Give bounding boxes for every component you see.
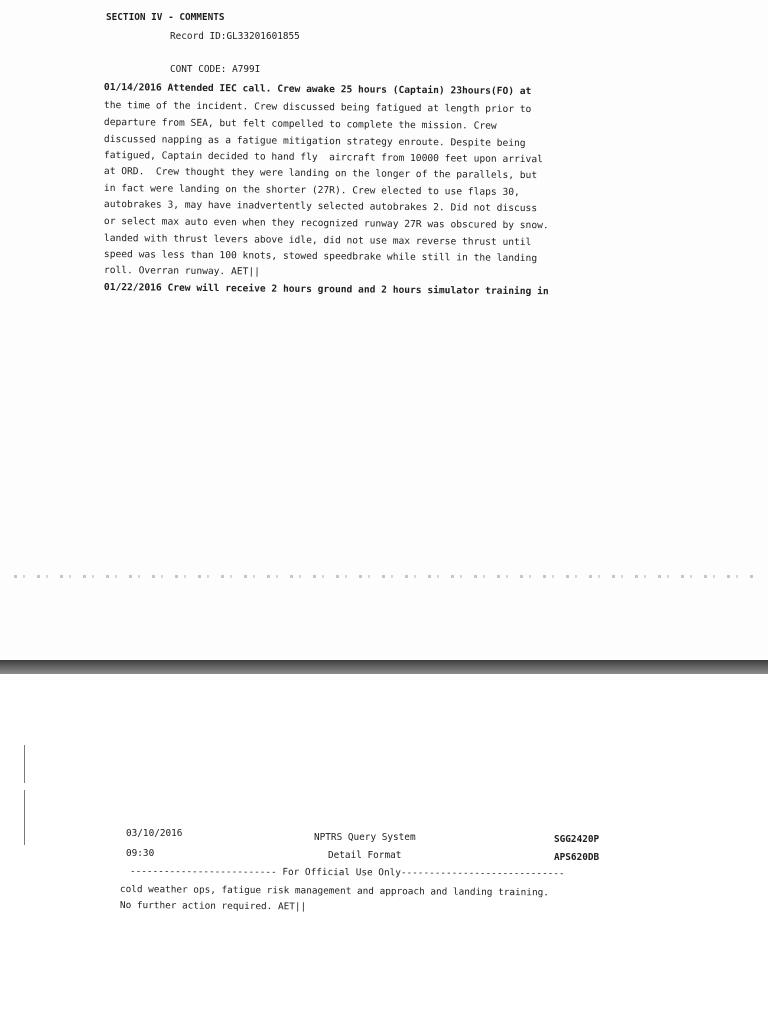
- comment-line: 01/22/2016 Crew will receive 2 hours ground and 2 hours simulator training in: [103, 282, 549, 298]
- comment-line: discussed napping as a fatigue mitigation strategy enroute. Despite being: [103, 134, 526, 150]
- binding-mark: [24, 790, 25, 845]
- continued-comment-line: No further action required. AET||: [119, 900, 307, 913]
- report-time: 09:30: [126, 848, 155, 859]
- comment-line: fatigued, Captain decided to hand fly aircraft from 10000 feet upon arrival: [103, 150, 543, 166]
- comment-line: in fact were landing on the shorter (27R). Crew elected to use flaps 30,: [103, 183, 520, 198]
- report-header: [120, 828, 620, 868]
- comment-line: or select max auto even when they recognized runway 27R was obscured by snow.: [103, 216, 549, 232]
- official-use-banner: -------------------------- For Official Use Only-----------------------------: [129, 866, 565, 880]
- comment-line: landed with thrust levers above idle, did not use max reverse thrust until: [103, 233, 532, 249]
- report-format: Detail Format: [328, 850, 402, 861]
- comment-line: roll. Overran runway. AET||: [103, 265, 260, 278]
- section-header: SECTION IV - COMMENTS: [106, 12, 225, 23]
- report-date: 03/10/2016: [126, 828, 183, 839]
- continued-comment-line: cold weather ops, fatigue risk management and approach and landing training.: [119, 884, 549, 899]
- scan-artifact-line: [14, 575, 756, 578]
- report-system-title: NPTRS Query System: [314, 832, 416, 843]
- comment-line: departure from SEA, but felt compelled to complete the mission. Crew: [103, 117, 497, 132]
- cont-code: CONT CODE: A799I: [170, 64, 261, 75]
- comment-line: speed was less than 100 knots, stowed speedbrake while still in the landing: [103, 249, 538, 265]
- binding-mark: [24, 745, 25, 783]
- comment-line: autobrakes 3, may have inadvertently selected autobrakes 2. Did not discuss: [103, 199, 538, 215]
- report-code-top: SGG2420P: [554, 834, 600, 845]
- record-id: Record ID:GL33201601855: [170, 31, 300, 42]
- page-gap-divider: [0, 660, 768, 674]
- comment-line: the time of the incident. Crew discussed being fatigued at length prior to: [103, 100, 532, 116]
- comment-line: 01/14/2016 Attended IEC call. Crew awake 25 hours (Captain) 23hours(FO) at: [103, 82, 532, 98]
- report-code-bottom: APS620DB: [554, 852, 600, 863]
- comment-line: at ORD. Crew thought they were landing on the longer of the parallels, but: [103, 166, 538, 182]
